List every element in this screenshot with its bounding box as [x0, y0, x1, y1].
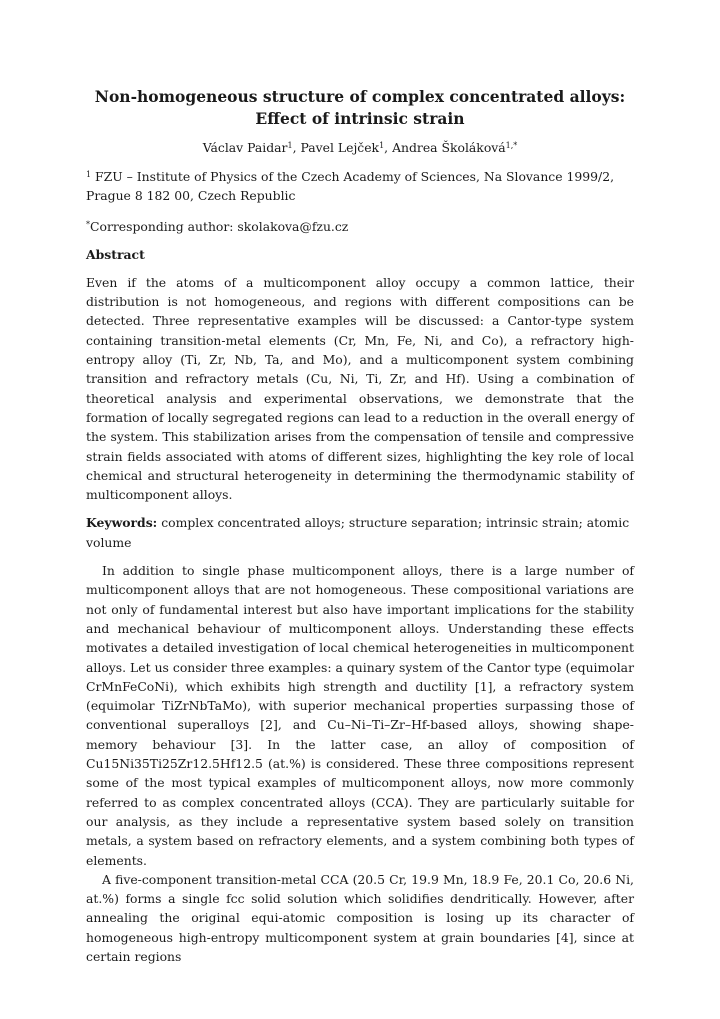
- author-affiliation-mark: 1: [287, 141, 293, 150]
- abstract-heading: Abstract: [86, 246, 145, 262]
- body-paragraph: In addition to single phase multicomponent alloys, there is a large number of multicomponent alloys that are not homogeneous. These compositional variations are not only of fundamental interest but also have important implications for the stability and mechanical behaviour of multicomponent alloys. Understanding these effects motivates a detailed investigation of local chemical heterogeneities in multicomponent alloys. Let us consider three examples: a quinary system of the Cantor type (equimolar CrMnFeCoNi), which exhibits high strength and ductility [1], a refractory system (equimolar TiZrNbTaMo), with superior mechanical properties surpassing those of conventional superalloys [2], and Cu–Ni–Ti–Zr–Hf-based alloys, showing shape-memory behaviour [3]. In the latter case, an alloy of composition of Cu15Ni35Ti25Zr12.5Hf12.5 (at.%) is considered. These three compositions represent some of the most typical examples of multicomponent alloys, now more commonly referred to as complex concentrated alloys (CCA). They are particularly suitable for our analysis, as they include a representative system based solely on transition metals, a system based on refractory elements, and a system combining both types of elements.: [86, 563, 634, 868]
- affiliation-mark: 1: [86, 170, 92, 179]
- body-text: [86, 561, 634, 966]
- author-affiliation-mark: 1,*: [505, 141, 518, 150]
- author-name: Václav Paidar: [202, 140, 288, 155]
- affiliation-text: FZU – Institute of Physics of the Czech Academy of Sciences, Na Slovance 1999/2, Prague 8 182 00, Czech Republic: [86, 169, 615, 204]
- paper-title: Non-homogeneous structure of complex concentrated alloys: Effect of intrinsic strain: [94, 87, 626, 128]
- corresponding-author: [86, 217, 634, 236]
- affiliation: [86, 167, 634, 206]
- body-paragraph: A five-component transition-metal CCA (20.5 Cr, 19.9 Mn, 18.9 Fe, 20.1 Co, 20.6 Ni, at.%) forms a single fcc solid solution which solidifies dendritically. However, after annealing the original equi-atomic composition is losing up its character of homogeneous high-entropy multicomponent system at grain boundaries [4], since at certain regions: [86, 871, 634, 964]
- corresponding-mark: *: [86, 219, 90, 229]
- author-name: Andrea Školáková: [392, 140, 506, 155]
- abstract-text: Even if the atoms of a multicomponent alloy occupy a common lattice, their distribution is not homogeneous, and regions with different compositions can be detected. Three representative examples will be discussed: a Cantor-type system containing transition-metal elements (Cr, Mn, Fe, Ni, and Co), a refractory high-entropy alloy (Ti, Zr, Nb, Ta, and Mo), and a multicomponent system combining transition and refractory metals (Cu, Ni, Ti, Zr, and Hf). Using a combination of theoretical analysis and experimental observations, we demonstrate that the formation of locally segregated regions can lead to a reduction in the overall energy of the system. This stabilization arises from the compensation of tensile and compressive strain fields associated with atoms of different sizes, highlighting the key role of local chemical and structural heterogeneity in determining the thermodynamic stability of multicomponent alloys.: [86, 274, 634, 503]
- keywords-text: complex concentrated alloys; structure separation; intrinsic strain; atomic volume: [86, 515, 630, 550]
- author-list: Václav Paidar$^1$, Pavel Lejček$^1$, Andrea Školáková$^{1,*}$: [202, 140, 518, 155]
- keywords: [86, 513, 634, 552]
- author-affiliation-mark: 1: [379, 141, 385, 150]
- keywords-label: Keywords:: [86, 515, 158, 531]
- author-name: Pavel Lejček: [300, 140, 380, 155]
- corresponding-text: Corresponding author: skolakova@fzu.cz: [90, 218, 349, 234]
